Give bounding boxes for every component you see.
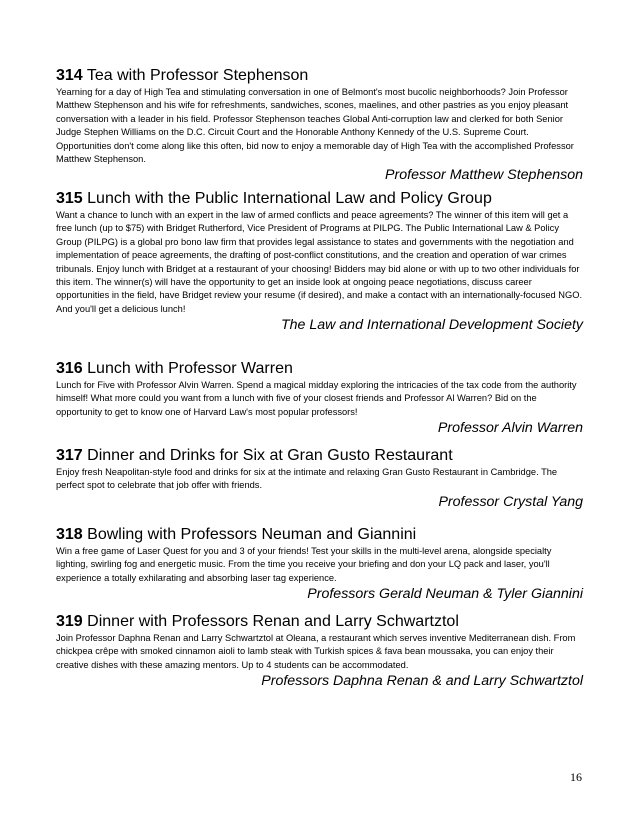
item-donor: Professor Crystal Yang — [438, 493, 583, 510]
auction-item-315 — [56, 189, 583, 334]
item-title-text: Tea with Professor Stephenson — [86, 67, 309, 84]
item-title-text: Dinner and Drinks for Six at Gran Gusto Restaurant — [87, 447, 453, 464]
item-description: Join Professor Daphna Renan and Larry Schwartztol at Oleana, a restaurant which serves inventive Mediterranean dish. From chickpea crêpe with smoked cinnamon aioli to lamb steak with Turkish spices & fava bean moussaka, you can enjoy their creative dishes with these amazing mentors. Up to 4 students can be accommodated. — [56, 633, 576, 670]
auction-item-319 — [56, 612, 583, 690]
item-number: 319 — [56, 613, 83, 630]
item-donor: Professor Alvin Warren — [437, 420, 583, 437]
item-title-text: Lunch with Professor Warren — [87, 360, 293, 377]
item-description: Enjoy fresh Neapolitan-style food and drinks for six at the intimate and relaxing Gran Gusto Restaurant in Cambridge. The perfect spot to celebrate that job offer with friends. — [56, 467, 558, 491]
item-number: 317 — [56, 447, 83, 464]
item-number: 316 — [56, 360, 83, 377]
item-title — [56, 66, 583, 85]
item-title — [56, 612, 583, 631]
item-title — [56, 446, 583, 465]
item-title-text: Dinner with Professors Renan and Larry Schwartztol — [87, 613, 459, 630]
item-description: Lunch for Five with Professor Alvin Warren. Spend a magical midday exploring the intricacies of the tax code from the authority himself! What more could you want from a lunch with five of your closest friends and Professor Al Warren? Bid on the opportunity to get to know one of Harvard Law's most popular professors! — [56, 380, 577, 417]
auction-item-316 — [56, 359, 583, 437]
item-title-text: Bowling with Professors Neuman and Giannini — [87, 526, 417, 543]
item-number: 315 — [56, 190, 83, 207]
auction-item-314 — [56, 66, 583, 184]
item-donor: Professor Matthew Stephenson — [385, 167, 583, 184]
item-title — [56, 525, 583, 544]
page-number: 16 — [570, 770, 582, 784]
item-number: 314 — [56, 67, 83, 84]
item-description: Yearning for a day of High Tea and stimulating conversation in one of Belmont's most bucolic neighborhoods? Join Professor Matthew Stephenson and his wife for refreshments, sandwiches, scones, maelines, and other pastries as you enjoy pleasant conversation with a leader in his field. Professor Stephenson teaches Global Anti-corruption law and clerked for both Senior Judge Stephen Williams on the D.C. Circuit Court and the Honorable Anthony Kennedy of the U.S. Supreme Court. Opportunities don't come along like this often, bid now to enjoy a memorable day of High Tea with the accomplished Professor Matthew Stephenson. — [56, 87, 574, 165]
item-title — [56, 359, 583, 378]
item-number: 318 — [56, 526, 83, 543]
auction-item-317 — [56, 446, 583, 511]
item-title-text: Lunch with the Public International Law and Policy Group — [87, 190, 492, 207]
item-description: Want a chance to lunch with an expert in the law of armed conflicts and peace agreements? The winner of this item will get a free lunch (up to $75) with Bridget Rutherford, Vice President of Programs at PILPG. The Public International Law & Policy Group (PILPG) is a global pro bono law firm that provides legal assistance to states and governments with the negotiation and implementation of peace agreements, the drafting of post-conflict constitutions, and the creation and operation of war crimes tribunals. Enjoy lunch with Bridget at a restaurant of your choosing! Bidders may bid alone or with up to two other individuals for this item. The winner(s) will have the opportunity to get an inside look at ongoing peace negotiations, discuss career opportunities in the field, have Bridget review your resume (if desired), and make a contact with an internationally-focused NGO. And you'll get a delicious lunch! — [56, 210, 583, 314]
item-title — [56, 189, 583, 208]
item-description: Win a free game of Laser Quest for you and 3 of your friends! Test your skills in the multi-level arena, alongside specialty lighting, swirling fog and energetic music. From the time you receive your briefing and don your LQ pack and laser, you'll experience a totally exhilarating and absorbing laser tag experience. — [56, 546, 552, 583]
auction-item-318 — [56, 525, 583, 603]
item-donor: The Law and International Development Society — [280, 317, 583, 334]
item-donor: Professors Gerald Neuman & Tyler Giannini — [307, 586, 583, 603]
item-donor: Professors Daphna Renan & and Larry Schwartztol — [261, 673, 583, 690]
